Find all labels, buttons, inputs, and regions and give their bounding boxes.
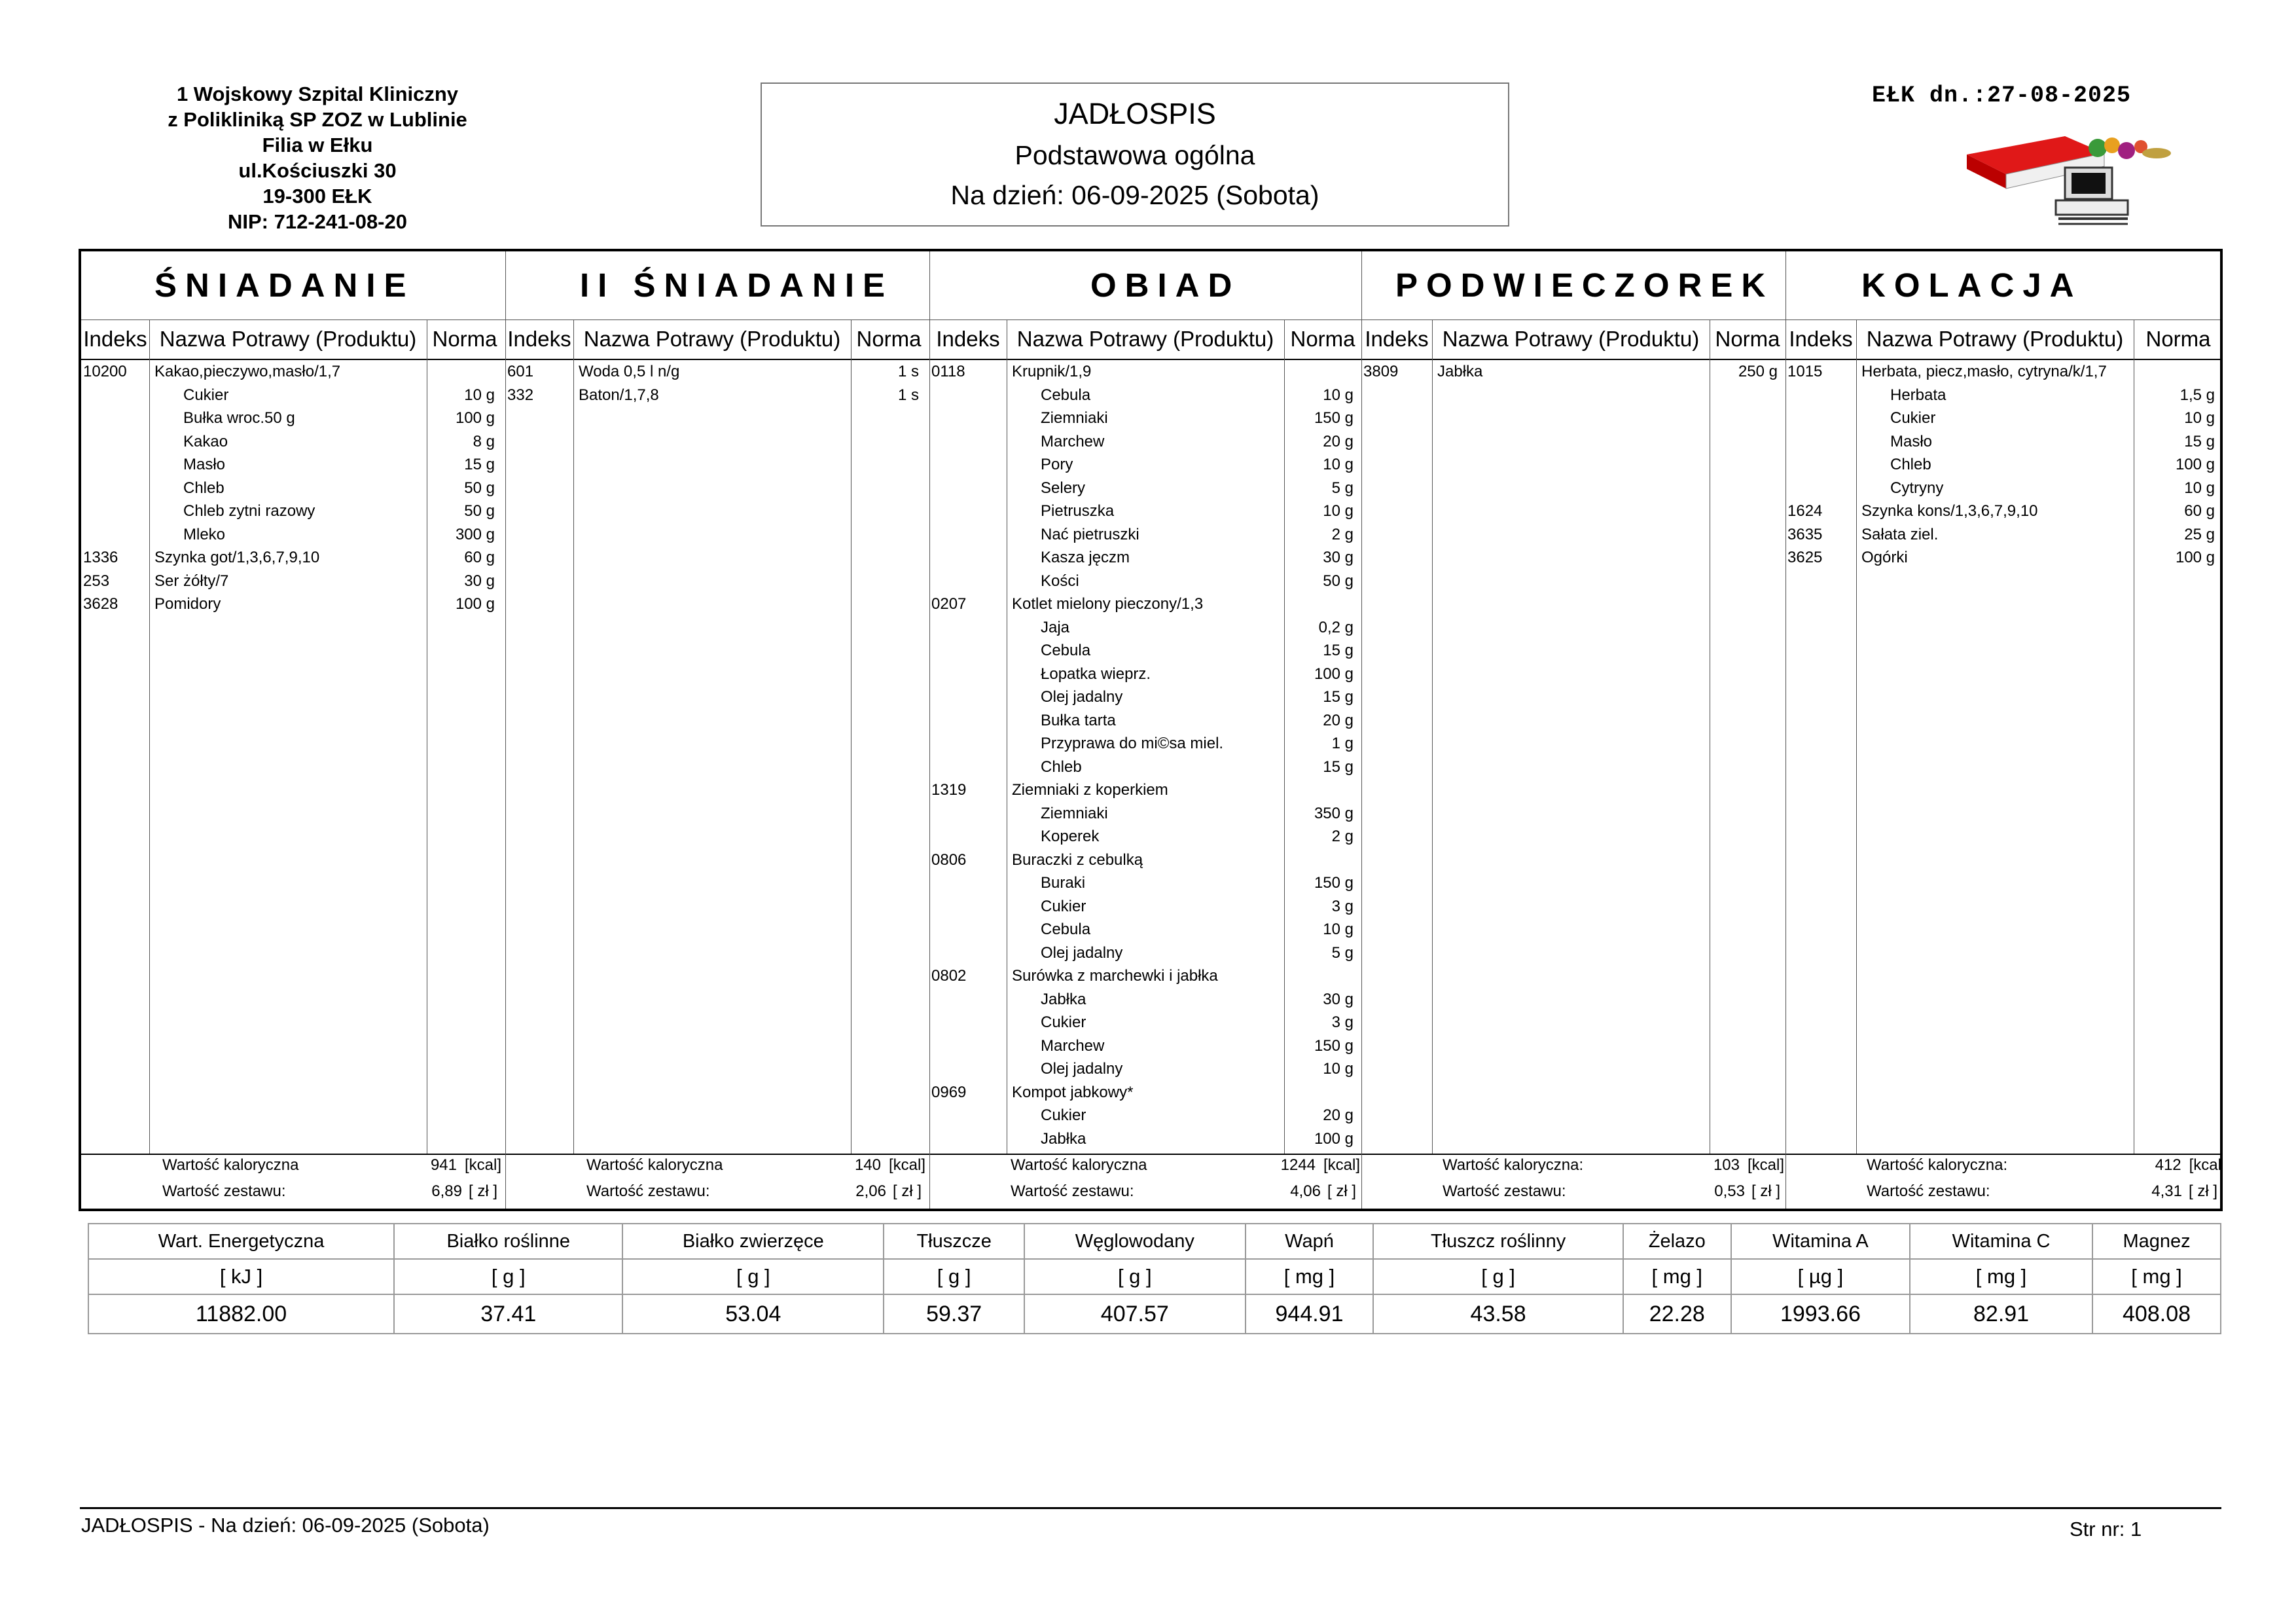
kcal-number: 412 — [2155, 1156, 2181, 1174]
column-divider — [1432, 319, 1433, 1154]
ingredient-name: Nać pietruszki — [1041, 525, 1139, 543]
ingredient-name: Chleb — [1041, 757, 1082, 776]
row-norm: 10 g — [1323, 502, 1354, 520]
row-norm: 15 g — [2184, 432, 2215, 450]
column-divider — [851, 319, 852, 1154]
row-norm: 100 g — [1314, 665, 1354, 683]
col-header-norm: Norma — [1715, 327, 1780, 351]
dish-name: Sałata ziel. — [1861, 525, 1939, 543]
ingredient-name: Chleb — [183, 479, 224, 497]
dish-name: Krupnik/1,9 — [1012, 363, 1092, 380]
cost-unit: [ zł ] — [468, 1182, 497, 1200]
dish-name: Jabłka — [1437, 363, 1483, 380]
meal-divider — [1785, 251, 1786, 1209]
dish-name: Woda 0,5 l n/g — [579, 363, 680, 380]
cost-number: 0,53 — [1714, 1182, 1745, 1200]
cost-unit: [ zł ] — [1751, 1182, 1780, 1200]
hospital-line: 19-300 EŁK — [262, 185, 372, 208]
cost-number: 2,06 — [855, 1182, 886, 1200]
row-norm: 1,5 g — [2179, 386, 2215, 404]
cost-label: Wartość zestawu: — [586, 1182, 710, 1200]
hospital-line: z Polikliniką SP ZOZ w Lublinie — [168, 108, 467, 131]
ingredient-name: Jabłka — [1041, 990, 1086, 1008]
row-norm: 15 g — [1323, 757, 1354, 776]
dish-name: Ser żółty/7 — [154, 572, 229, 590]
ingredient-name: Olej jadalny — [1041, 943, 1123, 962]
meal-heading: ŚNIADANIE — [154, 266, 415, 304]
ingredient-name: Masło — [1890, 432, 1933, 450]
nutrient-unit: [ g ] — [622, 1259, 884, 1294]
row-index: 1624 — [1787, 502, 1823, 520]
row-norm: 250 g — [1738, 363, 1778, 380]
ingredient-name: Jabłka — [1041, 1129, 1086, 1148]
kcal-unit: [kcal] — [1323, 1156, 1360, 1174]
hospital-line: ul.Kościuszki 30 — [238, 159, 397, 182]
ingredient-name: Ziemniaki — [1041, 804, 1108, 822]
hospital-address — [118, 81, 517, 234]
nutrition-table — [88, 1223, 2221, 1334]
kcal-value — [855, 1156, 925, 1175]
ingredient-name: Kości — [1041, 572, 1079, 590]
ingredient-name: Marchew — [1041, 1036, 1105, 1055]
menu-date: Na dzień: 06-09-2025 (Sobota) — [950, 180, 1319, 210]
meal-divider — [929, 251, 930, 1209]
ingredient-name: Cukier — [1041, 897, 1086, 915]
ingredient-name: Masło — [183, 456, 226, 473]
dish-name: Ziemniaki z koperkiem — [1012, 781, 1168, 799]
nutrient-value: 82.91 — [1910, 1294, 2092, 1334]
nutrient-unit: [ g ] — [1024, 1259, 1246, 1294]
ingredient-name: Łopatka wieprz. — [1041, 665, 1151, 683]
kcal-label: Wartość kaloryczna: — [1443, 1156, 1584, 1174]
row-norm: 3 g — [1331, 1013, 1354, 1031]
kcal-number: 103 — [1713, 1156, 1740, 1174]
dish-name: Baton/1,7,8 — [579, 386, 659, 404]
kcal-number: 1244 — [1280, 1156, 1316, 1174]
cost-unit: [ zł ] — [2188, 1182, 2217, 1200]
col-header-name: Nazwa Potrawy (Produktu) — [583, 327, 841, 351]
row-norm: 30 g — [1323, 990, 1354, 1008]
issue-date: EŁK dn.:27-08-2025 — [1872, 82, 2132, 109]
row-index: 3628 — [83, 595, 118, 613]
kcal-unit: [kcal] — [464, 1156, 501, 1174]
nutrient-value: 11882.00 — [88, 1294, 394, 1334]
col-header-name: Nazwa Potrawy (Produktu) — [1866, 327, 2124, 351]
col-header-norm: Norma — [2145, 327, 2211, 351]
meal-heading: KOLACJA — [1861, 266, 2083, 304]
cost-value — [855, 1182, 922, 1201]
row-index: 0802 — [931, 967, 967, 985]
summary-divider — [81, 1154, 2220, 1155]
nutrient-name: Tłuszcze — [884, 1224, 1024, 1259]
dish-name: Surówka z marchewki i jabłka — [1012, 967, 1218, 985]
row-norm: 15 g — [1323, 642, 1354, 659]
kcal-value — [1713, 1156, 1784, 1175]
meal-divider — [1361, 251, 1362, 1209]
kcal-label: Wartość kaloryczna — [162, 1156, 299, 1174]
nutrient-unit: [ g ] — [1373, 1259, 1623, 1294]
row-index: 1336 — [83, 549, 118, 566]
row-norm: 10 g — [2184, 409, 2215, 427]
row-norm: 60 g — [2184, 502, 2215, 520]
dish-name: Herbata, piecz,masło, cytryna/k/1,7 — [1861, 363, 2107, 380]
row-norm: 50 g — [464, 479, 495, 497]
ingredient-name: Cukier — [1041, 1106, 1086, 1124]
kcal-label: Wartość kaloryczna: — [1867, 1156, 2008, 1174]
col-header-index: Indeks — [936, 327, 1000, 351]
meal-heading: II ŚNIADANIE — [580, 266, 894, 304]
nutrient-unit: [ µg ] — [1731, 1259, 1910, 1294]
dish-name: Szynka kons/1,3,6,7,9,10 — [1861, 502, 2038, 520]
dish-name: Kakao,pieczywo,masło/1,7 — [154, 363, 341, 380]
kcal-label: Wartość kaloryczna — [1011, 1156, 1147, 1174]
nutrient-unit: [ kJ ] — [88, 1259, 394, 1294]
dish-name: Pomidory — [154, 595, 221, 613]
row-norm: 2 g — [1331, 525, 1354, 543]
cost-label: Wartość zestawu: — [1443, 1182, 1566, 1200]
row-norm: 10 g — [1323, 1060, 1354, 1078]
row-norm: 3 g — [1331, 897, 1354, 915]
row-index: 10200 — [83, 363, 127, 380]
ingredient-name: Selery — [1041, 479, 1086, 497]
nutrient-name: Żelazo — [1623, 1224, 1731, 1259]
nutrient-name: Witamina C — [1910, 1224, 2092, 1259]
ingredient-name: Buraki — [1041, 874, 1086, 892]
col-header-norm: Norma — [856, 327, 922, 351]
ingredient-name: Chleb zytni razowy — [183, 502, 315, 520]
row-index: 3809 — [1363, 363, 1399, 380]
row-index: 0806 — [931, 850, 967, 869]
nutrient-name: Wapń — [1246, 1224, 1374, 1259]
page-title: JADŁOSPIS — [1054, 97, 1216, 130]
row-norm: 10 g — [1323, 386, 1354, 404]
meal-divider — [505, 251, 506, 1209]
nutrient-unit: [ mg ] — [2092, 1259, 2221, 1294]
row-norm: 100 g — [2175, 456, 2215, 473]
nutrient-name: Witamina A — [1731, 1224, 1910, 1259]
cost-label: Wartość zestawu: — [1011, 1182, 1134, 1200]
nutrient-name: Tłuszcz roślinny — [1373, 1224, 1623, 1259]
row-index: 253 — [83, 572, 110, 590]
dish-name: Kotlet mielony pieczony/1,3 — [1012, 595, 1204, 613]
cost-number: 4,31 — [2151, 1182, 2182, 1200]
ingredient-name: Ziemniaki — [1041, 409, 1108, 427]
cost-number: 6,89 — [431, 1182, 462, 1200]
kcal-number: 941 — [430, 1156, 457, 1174]
kcal-value — [431, 1156, 501, 1175]
cost-label: Wartość zestawu: — [162, 1182, 286, 1200]
ingredient-name: Olej jadalny — [1041, 688, 1123, 706]
hospital-line: NIP: 712-241-08-20 — [228, 210, 407, 233]
col-header-name: Nazwa Potrawy (Produktu) — [1442, 327, 1700, 351]
row-index: 601 — [507, 363, 534, 380]
nutrient-unit: [ mg ] — [1246, 1259, 1374, 1294]
row-norm: 30 g — [1323, 549, 1354, 566]
row-norm: 150 g — [1314, 1036, 1354, 1055]
row-norm: 60 g — [464, 549, 495, 566]
column-divider — [1856, 319, 1857, 1154]
ingredient-name: Chleb — [1890, 456, 1931, 473]
kcal-value — [2155, 1156, 2221, 1175]
ingredient-name: Mleko — [183, 525, 226, 543]
row-norm: 10 g — [2184, 479, 2215, 497]
meal-heading: PODWIECZOREK — [1395, 266, 1774, 304]
nutrient-name: Białko roślinne — [394, 1224, 622, 1259]
nutrient-value: 407.57 — [1024, 1294, 1246, 1334]
row-norm: 50 g — [464, 502, 495, 520]
ingredient-name: Jaja — [1041, 618, 1070, 636]
nutrient-value: 53.04 — [622, 1294, 884, 1334]
row-norm: 100 g — [2175, 549, 2215, 566]
row-norm: 20 g — [1323, 432, 1354, 450]
col-header-name: Nazwa Potrawy (Produktu) — [159, 327, 417, 351]
row-norm: 1 g — [1331, 735, 1354, 752]
nutrient-unit: [ g ] — [394, 1259, 622, 1294]
col-header-norm: Norma — [1290, 327, 1355, 351]
row-norm: 100 g — [455, 409, 495, 427]
ingredient-name: Koperek — [1041, 828, 1100, 845]
kcal-unit: [kcal] — [888, 1156, 925, 1174]
ingredient-name: Herbata — [1890, 386, 1946, 404]
kcal-unit: [kcal] — [1747, 1156, 1784, 1174]
row-norm: 1 s — [897, 363, 919, 380]
row-index: 0118 — [931, 363, 965, 380]
row-norm: 100 g — [455, 595, 495, 613]
ingredient-name: Cukier — [183, 386, 229, 404]
ingredient-name: Cytryny — [1890, 479, 1944, 497]
nutrient-unit: [ mg ] — [1910, 1259, 2092, 1294]
row-index: 1319 — [931, 781, 967, 799]
book-computer-food-icon — [1960, 128, 2176, 227]
row-index: 0207 — [931, 595, 967, 613]
ingredient-name: Marchew — [1041, 432, 1105, 450]
row-norm: 150 g — [1314, 874, 1354, 892]
row-norm: 50 g — [1323, 572, 1354, 590]
row-index: 332 — [507, 386, 534, 404]
nutrient-unit: [ g ] — [884, 1259, 1024, 1294]
ingredient-name: Bułka wroc.50 g — [183, 409, 295, 427]
row-norm: 20 g — [1323, 1106, 1354, 1124]
row-norm: 8 g — [473, 432, 495, 450]
footer-title: JADŁOSPIS - Na dzień: 06-09-2025 (Sobota) — [81, 1514, 490, 1537]
row-index: 0969 — [931, 1083, 967, 1101]
row-norm: 15 g — [1323, 688, 1354, 706]
nutrient-name: Magnez — [2092, 1224, 2221, 1259]
column-divider — [573, 319, 574, 1154]
hospital-line: Filia w Ełku — [262, 134, 373, 156]
menu-table — [79, 249, 2223, 1211]
kcal-unit: [kcal — [2189, 1156, 2221, 1174]
row-norm: 10 g — [1323, 456, 1354, 473]
nutrient-name: Białko zwierzęce — [622, 1224, 884, 1259]
nutrient-value: 944.91 — [1246, 1294, 1374, 1334]
nutrient-name: Węglowodany — [1024, 1224, 1246, 1259]
footer-divider — [80, 1507, 2221, 1509]
cost-value — [431, 1182, 497, 1201]
cost-value — [2151, 1182, 2217, 1201]
ingredient-name: Olej jadalny — [1041, 1060, 1123, 1078]
row-norm: 20 g — [1323, 711, 1354, 729]
ingredient-name: Cebula — [1041, 642, 1091, 659]
ingredient-name: Pietruszka — [1041, 502, 1115, 520]
col-header-index: Indeks — [1789, 327, 1853, 351]
nutrient-value: 59.37 — [884, 1294, 1024, 1334]
cost-value — [1714, 1182, 1780, 1201]
col-header-name: Nazwa Potrawy (Produktu) — [1016, 327, 1274, 351]
row-norm: 0,2 g — [1318, 618, 1354, 636]
nutrient-name: Wart. Energetyczna — [88, 1224, 394, 1259]
dish-name: Ogórki — [1861, 549, 1908, 566]
ingredient-name: Bułka tarta — [1041, 711, 1116, 729]
row-norm: 2 g — [1331, 828, 1354, 845]
ingredient-name: Cukier — [1890, 409, 1936, 427]
row-norm: 1 s — [897, 386, 919, 404]
ingredient-name: Pory — [1041, 456, 1073, 473]
column-divider — [149, 319, 150, 1154]
ingredient-name: Cebula — [1041, 921, 1091, 938]
col-header-index: Indeks — [83, 327, 147, 351]
row-norm: 15 g — [464, 456, 495, 473]
dish-name: Buraczki z cebulką — [1012, 850, 1143, 869]
col-header-norm: Norma — [432, 327, 497, 351]
nutrient-value: 43.58 — [1373, 1294, 1623, 1334]
row-norm: 5 g — [1331, 943, 1354, 962]
nutrient-value: 408.08 — [2092, 1294, 2221, 1334]
ingredient-name: Przyprawa do mi©sa miel. — [1041, 735, 1224, 752]
kcal-value — [1281, 1156, 1360, 1175]
nutrient-value: 1993.66 — [1731, 1294, 1910, 1334]
row-index: 3625 — [1787, 549, 1823, 566]
row-norm: 30 g — [464, 572, 495, 590]
row-index: 3635 — [1787, 525, 1823, 543]
ingredient-name: Kakao — [183, 432, 228, 450]
cost-unit: [ zł ] — [892, 1182, 922, 1200]
title-box — [761, 82, 1509, 227]
cost-number: 4,06 — [1290, 1182, 1321, 1200]
cost-label: Wartość zestawu: — [1867, 1182, 1990, 1200]
ingredient-name: Cukier — [1041, 1013, 1086, 1031]
nutrient-value: 22.28 — [1623, 1294, 1731, 1334]
col-header-index: Indeks — [507, 327, 571, 351]
row-norm: 350 g — [1314, 804, 1354, 822]
col-header-index: Indeks — [1365, 327, 1429, 351]
nutrient-value: 37.41 — [394, 1294, 622, 1334]
ingredient-name: Kasza jęczm — [1041, 549, 1130, 566]
row-norm: 300 g — [455, 525, 495, 543]
meal-heading: OBIAD — [1090, 266, 1241, 304]
hospital-line: 1 Wojskowy Szpital Kliniczny — [176, 82, 459, 105]
diet-name: Podstawowa ogólna — [1014, 140, 1255, 170]
cost-value — [1290, 1182, 1356, 1201]
cost-unit: [ zł ] — [1327, 1182, 1356, 1200]
row-norm: 100 g — [1314, 1129, 1354, 1148]
kcal-label: Wartość kaloryczna — [586, 1156, 723, 1174]
row-norm: 5 g — [1331, 479, 1354, 497]
dish-name: Szynka got/1,3,6,7,9,10 — [154, 549, 320, 566]
row-norm: 150 g — [1314, 409, 1354, 427]
row-index: 1015 — [1787, 363, 1823, 380]
kcal-number: 140 — [854, 1156, 881, 1174]
page-number: Str nr: 1 — [2070, 1518, 2142, 1541]
ingredient-name: Cebula — [1041, 386, 1091, 404]
nutrient-unit: [ mg ] — [1623, 1259, 1731, 1294]
row-norm: 25 g — [2184, 525, 2215, 543]
row-norm: 10 g — [1323, 921, 1354, 938]
row-norm: 10 g — [464, 386, 495, 404]
dish-name: Kompot jabkowy* — [1012, 1083, 1134, 1101]
